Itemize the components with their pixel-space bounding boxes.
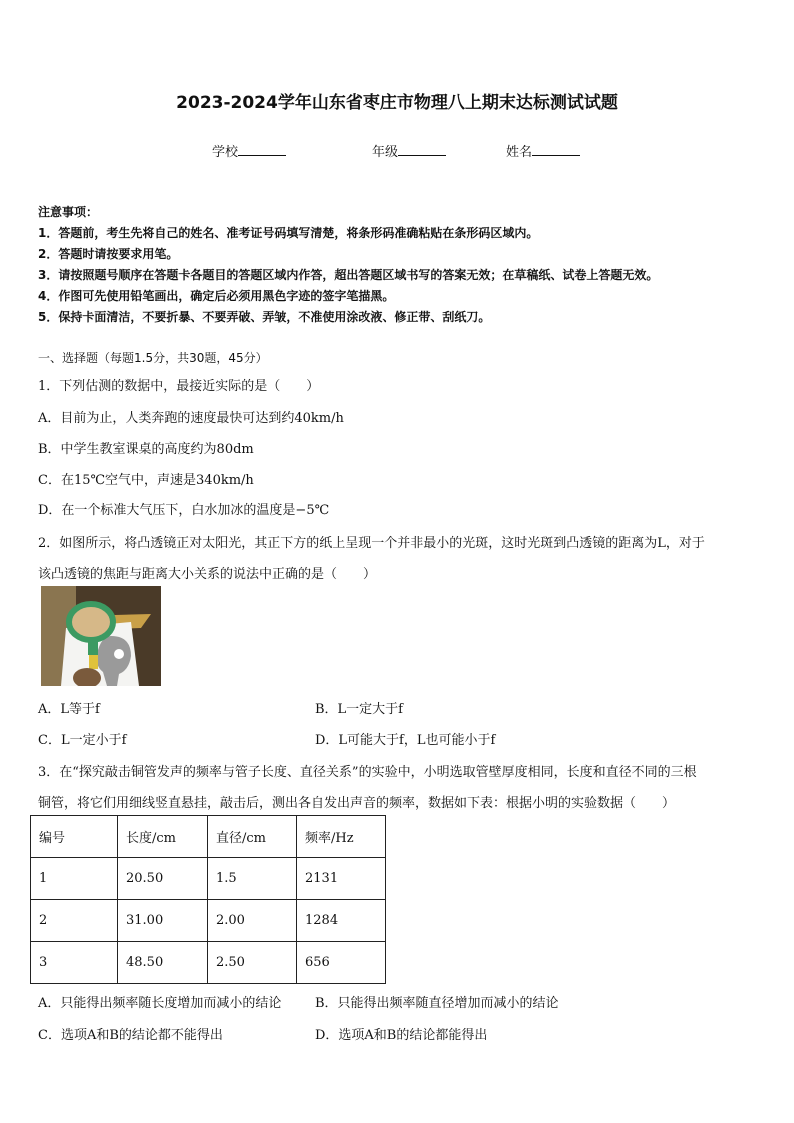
table-cell: 1	[31, 858, 118, 900]
notice-item: 2．答题时请按要求用笔。	[38, 247, 179, 261]
name-label: 姓名	[506, 145, 533, 160]
notice-heading: 注意事项：	[38, 205, 99, 219]
q3-option-d: D．选项A和B的结论都能得出	[315, 1028, 488, 1043]
table-header: 直径/cm	[208, 816, 297, 858]
q1-option-d: D．在一个标准大气压下，白水加冰的温度是−5℃	[38, 503, 330, 518]
q3-option-c: C．选项A和B的结论都不能得出	[38, 1028, 223, 1043]
q2-option-d: D．L可能大于f，L也可能小于f	[315, 733, 496, 748]
table-cell: 2131	[297, 858, 386, 900]
table-cell: 2	[31, 900, 118, 942]
school-label: 学校	[212, 145, 239, 160]
q1-option-a: A．目前为止，人类奔跑的速度最快可达到约40km/h	[38, 411, 344, 426]
grade-label: 年级	[372, 145, 399, 160]
notice-item: 3．请按照题号顺序在答题卡各题目的答题区域内作答，超出答题区域书写的答案无效；在草稿纸、试卷上答题无效。	[38, 268, 659, 282]
q3-option-a: A．只能得出频率随长度增加而减小的结论	[38, 996, 282, 1011]
table-header: 长度/cm	[118, 816, 208, 858]
table-cell: 20.50	[118, 858, 208, 900]
section-heading: 一、选择题（每题1.5分，共30题，45分）	[38, 351, 268, 365]
magnifier-photo	[41, 586, 161, 686]
name-field[interactable]	[506, 141, 580, 160]
page-title: 2023-2024学年山东省枣庄市物理八上期末达标测试试题	[176, 93, 618, 113]
q1-option-c: C．在15℃空气中，声速是340km/h	[38, 473, 254, 488]
table-cell: 48.50	[118, 942, 208, 984]
table-cell: 31.00	[118, 900, 208, 942]
data-table	[30, 815, 386, 984]
table-cell: 656	[297, 942, 386, 984]
q2-option-a: A．L等于f	[38, 702, 100, 717]
table-cell: 1.5	[208, 858, 297, 900]
q3-stem: 3．在“探究敲击铜管发声的频率与管子长度、直径关系”的实验中，小明选取管壁厚度相同，长度和直径不同的三根	[38, 765, 697, 780]
q2-stem-cont: 该凸透镜的焦距与距离大小关系的说法中正确的是（ ）	[38, 567, 377, 582]
grade-field[interactable]	[372, 141, 446, 160]
table-header: 频率/Hz	[297, 816, 386, 858]
notice-item: 4．作图可先使用铅笔画出，确定后必须用黑色字迹的签字笔描黑。	[38, 289, 395, 303]
q1-stem: 1．下列估测的数据中，最接近实际的是（ ）	[38, 379, 320, 394]
school-field[interactable]	[212, 141, 286, 160]
notice-item: 1．答题前，考生先将自己的姓名、准考证号码填写清楚，将条形码准确粘贴在条形码区域内。	[38, 226, 539, 240]
table-header: 编号	[31, 816, 118, 858]
q3-stem-cont: 铜管，将它们用细线竖直悬挂，敲击后，测出各自发出声音的频率，数据如下表：根据小明的实验数据（ ）	[38, 796, 676, 811]
q2-option-b: B．L一定大于f	[315, 702, 403, 717]
table-row	[31, 900, 386, 942]
q2-option-c: C．L一定小于f	[38, 733, 127, 748]
table-cell: 2.00	[208, 900, 297, 942]
table-cell: 3	[31, 942, 118, 984]
table-row	[31, 858, 386, 900]
table-cell: 1284	[297, 900, 386, 942]
notice-item: 5．保持卡面清洁，不要折暴、不要弄破、弄皱，不准使用涂改液、修正带、刮纸刀。	[38, 310, 491, 324]
table-cell: 2.50	[208, 942, 297, 984]
q2-stem: 2．如图所示，将凸透镜正对太阳光，其正下方的纸上呈现一个并非最小的光斑，这时光斑到凸透镜的距离为L，对于	[38, 536, 705, 551]
table-header-row	[31, 816, 386, 858]
q3-option-b: B．只能得出频率随直径增加而减小的结论	[315, 996, 559, 1011]
q1-option-b: B．中学生教室课桌的高度约为80dm	[38, 442, 254, 457]
table-row	[31, 942, 386, 984]
